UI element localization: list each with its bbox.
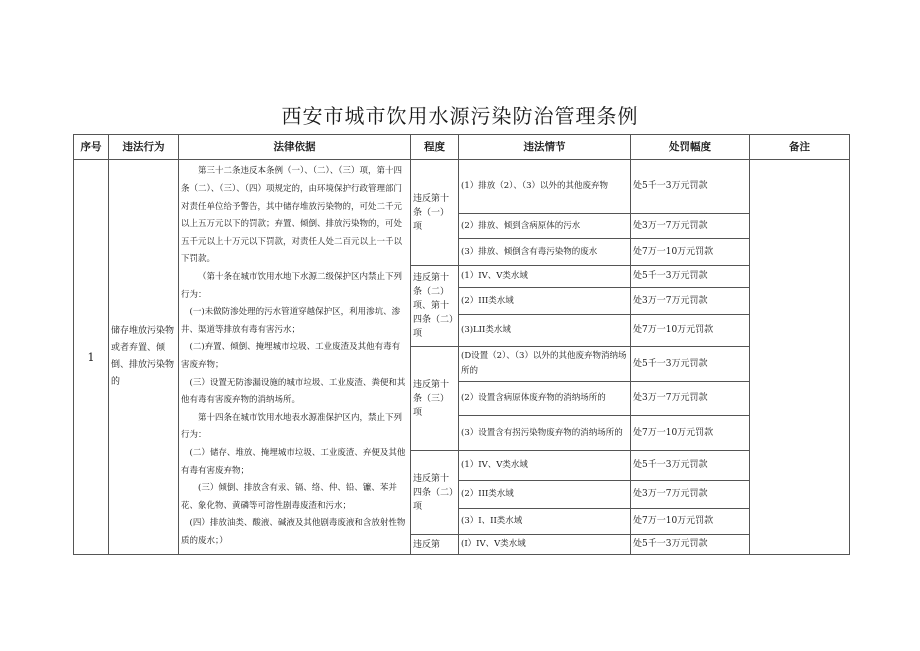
situation-cell: (D设置（2）、（3）以外的其他废弃物消纳场所的	[459, 347, 631, 382]
header-situation: 违法情节	[459, 135, 631, 160]
degree-cell: 违反第十四条（二）项	[411, 451, 459, 535]
header-violation: 违法行为	[109, 135, 179, 160]
table-header-row	[74, 135, 850, 160]
legal-basis-paragraph: (三）设置无防渗漏设施的城市垃圾、工业废渣、粪便和其他有毒有害废弃物的消纳场所。	[181, 377, 406, 406]
situation-cell: (3）排放、倾倒含有毒污染物的废水	[459, 239, 631, 266]
situation-cell: (2）设置含病原体废弃物的消纳场所的	[459, 382, 631, 416]
penalty-cell: 处3万一7万元罚款	[631, 214, 750, 239]
situation-cell: (I）IV、V类水域	[459, 535, 631, 555]
situation-cell: (3）设置含有拐污染物废弃物的消纳场所的	[459, 416, 631, 451]
remark-cell	[750, 160, 850, 555]
degree-cell: 违反第十条（三）项	[411, 347, 459, 451]
situation-cell: (1）排放（2）、（3）以外的其他废弃物	[459, 160, 631, 214]
table-row	[74, 160, 850, 214]
legal-basis-paragraph: (二）储存、堆放、掩埋城市垃圾、工业废渣、弃便及其他有毒有害废弃物；	[181, 447, 406, 476]
penalty-cell: 处7万一10万元罚款	[631, 416, 750, 451]
situation-cell: (2）III类水域	[459, 481, 631, 509]
degree-cell: 违反第	[411, 535, 459, 555]
legal-basis-paragraph: (四）排放油类、酸液、碱液及其他剧毒废液和含放射性物质的废水；）	[181, 518, 406, 546]
situation-cell: (2）排放、倾到含病原体的污水	[459, 214, 631, 239]
header-remark: 备注	[750, 135, 850, 160]
serial-number: 1	[74, 160, 109, 555]
situation-cell: (2）III类水域	[459, 288, 631, 315]
legal-basis-paragraph: （第十条在城市饮用水地下水源二级保护区内禁止下列行为：	[181, 272, 403, 300]
penalty-cell: 处3万一7万元罚款	[631, 288, 750, 315]
header-serial: 序号	[74, 135, 109, 160]
situation-cell: (3）I、II类水域	[459, 509, 631, 535]
penalty-cell: 处5千一3万元罚款	[631, 535, 750, 555]
degree-cell: 违反第十条（二）项、第十四条（二）项	[411, 266, 459, 347]
legal-basis-paragraph: (三）倾倒、排放含有汞、镉、络、仲、铅、镰、苯并花、象化物、黄磷等可溶性剧毒废渣和污水；	[181, 483, 397, 511]
penalty-cell: 处7万一10万元罚款	[631, 509, 750, 535]
legal-basis-paragraph: 第三十二条违反本条例（一）、（二）、（三）项，第十四条（二）、（三）、（四）项规定的，由环境保护行政管理部门对责任单位给予警告，其中储存堆放污染物的，可处二千元以上五万元以下的罚款；弃置、倾倒、排放污染物的，可处五千元以上十万元以下罚款，对责任人处二百元以上一千以下罚款。	[181, 166, 403, 265]
legal-basis-paragraph: (二)弃置、倾倒、掩埋城市垃圾、工业废渣及其他有毒有害废弃物；	[181, 342, 401, 370]
penalty-cell: 处5千一3万元罚款	[631, 266, 750, 288]
situation-cell: (1）IV、V类水域	[459, 451, 631, 481]
penalty-cell: 处7万一10万元罚款	[631, 239, 750, 266]
legal-basis-paragraph: 第十四条在城市饮用水地表水源准保护区内，禁止下列行为：	[181, 412, 403, 441]
violation-text: 储存堆放污染物或者弃置、倾倒、排放污染物的	[109, 160, 179, 555]
header-degree: 程度	[411, 135, 459, 160]
penalty-cell: 处5千一3万元罚款	[631, 451, 750, 481]
degree-cell: 违反第十条（一）项	[411, 160, 459, 266]
penalty-cell: 处5千一3万元罚款	[631, 347, 750, 382]
header-penalty: 处罚幅度	[631, 135, 750, 160]
penalty-cell: 处3万一7万元罚款	[631, 481, 750, 509]
situation-cell: (1）IV、V类水域	[459, 266, 631, 288]
situation-cell: (3)LII类水域	[459, 315, 631, 347]
penalty-cell: 处3万一7万元罚款	[631, 382, 750, 416]
page-title: 西安市城市饮用水源污染防治管理条例	[281, 104, 639, 128]
penalty-cell: 处7万一10万元罚款	[631, 315, 750, 347]
legal-basis-paragraph: (一)未做防渗处理的污水管道穿越保护区，利用渗坑、渗井、渠道等排放有毒有害污水；	[181, 307, 401, 335]
legal-basis-cell	[179, 160, 411, 555]
penalty-cell: 处5千一3万元罚款	[631, 160, 750, 214]
header-legal-basis: 法律依据	[179, 135, 411, 160]
penalty-table	[73, 134, 850, 555]
